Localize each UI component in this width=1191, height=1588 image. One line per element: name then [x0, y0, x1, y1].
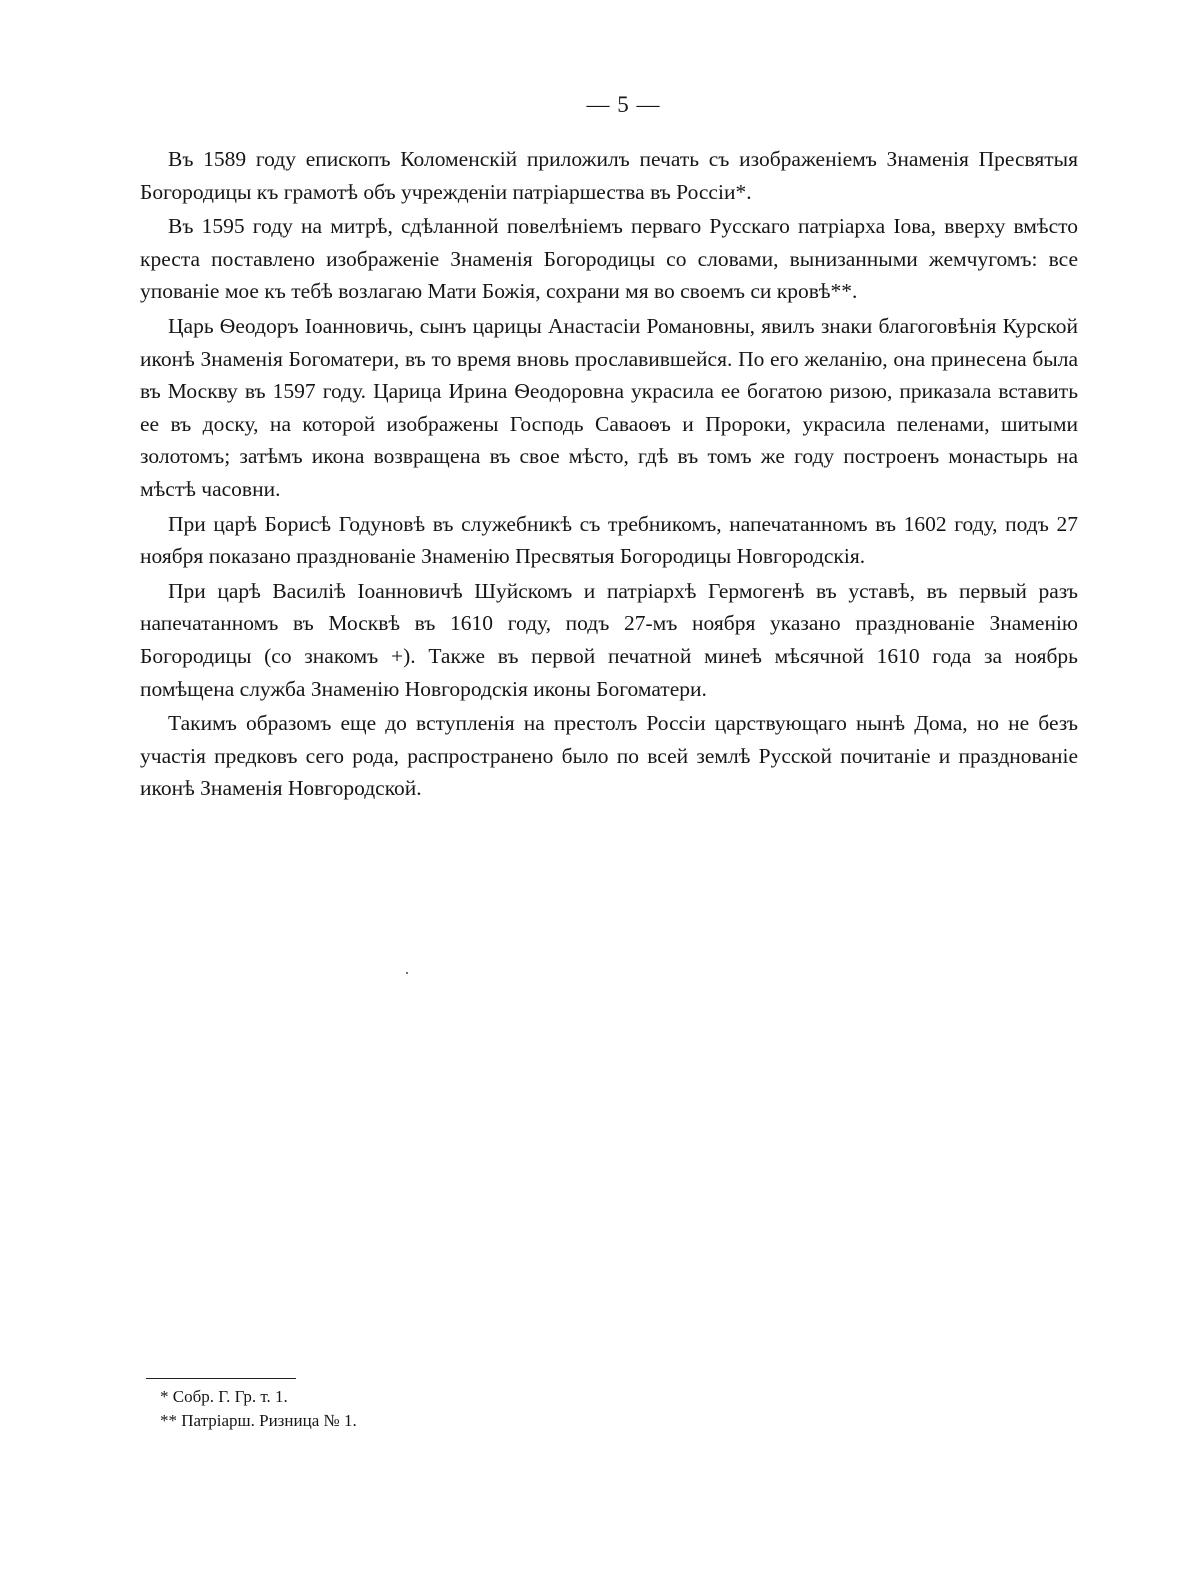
print-speck [406, 972, 408, 974]
paragraph-3: Царь Ѳеодоръ Іоанновичь, сынъ царицы Анастасіи Романовны, явилъ знаки благоговѣнія Курской иконѣ Знаменія Богоматери, въ то время вновь прославившейся. По его желанію, она принесена была въ Москву въ 1597 году. Царица Ирина Ѳеодоровна украсила ее богатою ризою, приказала вставить ее въ доску, на которой изображены Господь Саваоѳъ и Пророки, украсила пеленами, шитыми золотомъ; затѣмъ икона возвращена въ свое мѣсто, гдѣ въ томъ же году построенъ монастырь на мѣстѣ часовни. [140, 313, 1078, 501]
page-number: — 5 — [586, 92, 661, 117]
footnotes [160, 1385, 660, 1433]
footnote-1: * Собр. Г. Гр. т. 1. [160, 1387, 288, 1406]
paragraph-2: Въ 1595 году на митрѣ, сдѣланной повелѣніемъ перваго Русскаго патріарха Іова, вверху вмѣсто креста поставлено изображеніе Знаменія Богородицы со словами, вынизанными жемчугомъ: все упованіе мое къ тебѣ возлагаю Мати Божія, сохрани мя во своемъ си кровѣ**. [140, 214, 1078, 304]
footnote-divider [146, 1378, 296, 1379]
paragraph-4: При царѣ Борисѣ Годуновѣ въ служебникѣ съ требникомъ, напечатанномъ въ 1602 году, подъ 27 ноября показано празднованіе Знаменію Пресвятыя Богородицы Новгородскія. [140, 511, 1078, 569]
paragraph-1: Въ 1589 году епископъ Коломенскій приложилъ печать съ изображеніемъ Знаменія Пресвятыя Богородицы къ грамотѣ объ учрежденіи патріаршества въ Россіи*. [140, 147, 1078, 204]
paragraph-6: Такимъ образомъ еще до вступленія на престолъ Россіи царствующаго нынѣ Дома, но не безъ участія предковъ сего рода, распространено было по всей землѣ Русской почитаніе и празднованіе иконѣ Знаменія Новгородской. [140, 711, 1078, 801]
main-text [140, 143, 1078, 807]
footnote-2: ** Патріарш. Ризница № 1. [160, 1411, 357, 1430]
paragraph-5: При царѣ Василіѣ Іоанновичѣ Шуйскомъ и патріархѣ Гермогенѣ въ уставѣ, въ первый разъ напечатанномъ въ Москвѣ въ 1610 году, подъ 27-мъ ноября указано празднованіе Знаменію Богородицы (со знакомъ +). Также въ первой печатной минеѣ мѣсячной 1610 года за ноябрь помѣщена служба Знаменію Новгородскія иконы Богоматери. [140, 578, 1078, 701]
